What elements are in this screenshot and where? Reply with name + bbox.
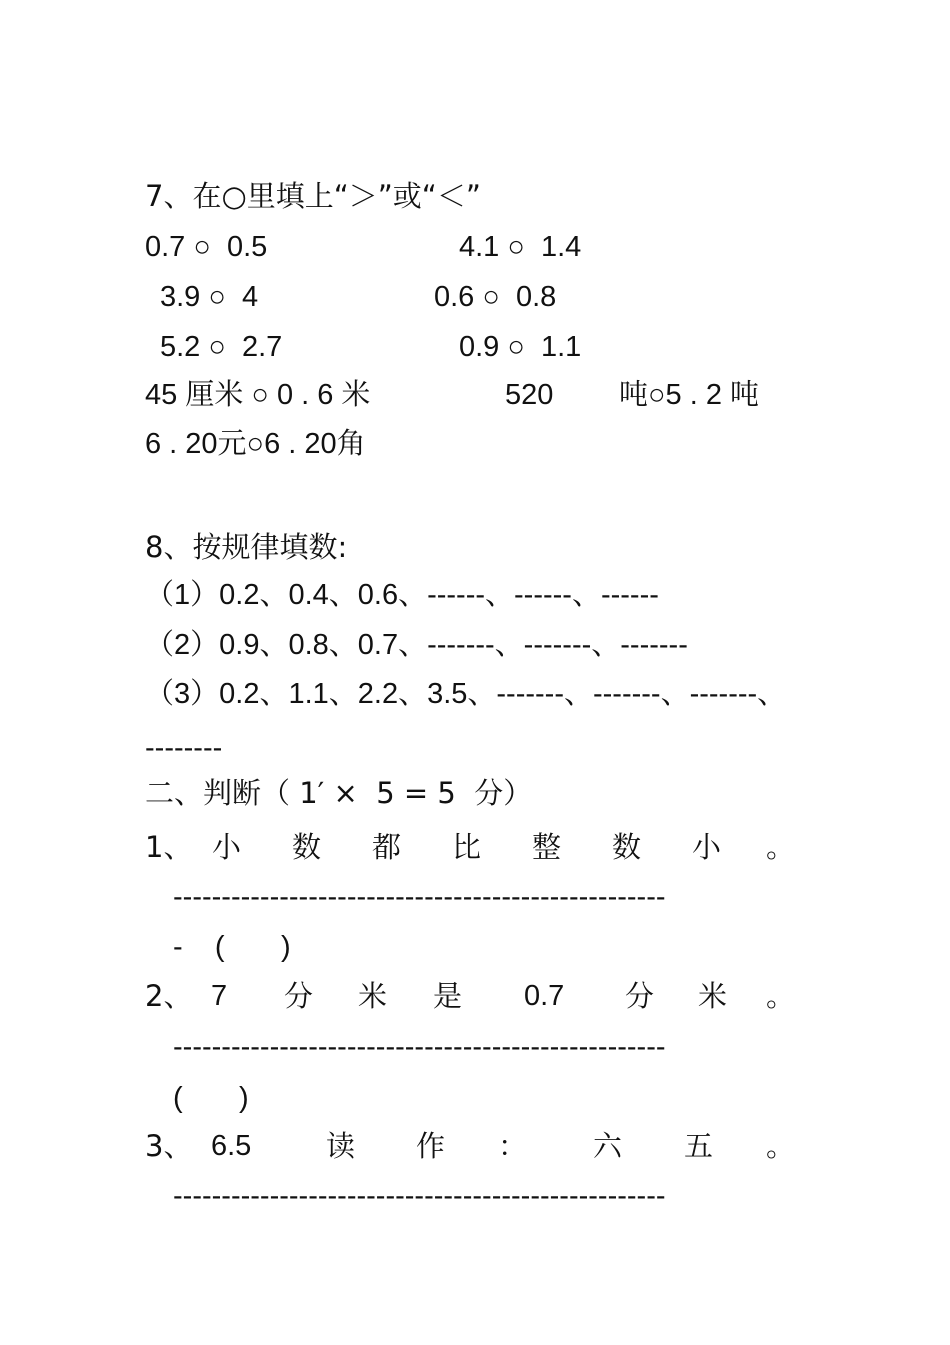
- judge-item-2-char: 7: [211, 980, 228, 1012]
- judge-item-3-dashes: ---------------------------------------------------: [173, 1180, 666, 1212]
- judge-item-1-char: 数: [612, 830, 642, 864]
- judge-item-2-char: 是: [433, 979, 463, 1013]
- judge-item-1-char: 数: [292, 830, 322, 864]
- judge-item-2-answer-paren[interactable]: ( ): [173, 1082, 249, 1114]
- compare-row-5: 6 . 20元○6 . 20角: [145, 428, 366, 460]
- judge-item-1-char: 。: [766, 830, 796, 864]
- judge-item-1-char: 比: [452, 830, 482, 864]
- compare-row-1-left: 0.7 ○ 0.5: [145, 231, 268, 263]
- judge-item-1-answer-paren[interactable]: - ( ): [173, 931, 291, 963]
- judge-item-3-char: 作: [416, 1129, 446, 1163]
- judge-item-2-char: 米: [698, 979, 728, 1013]
- sequence-line-3-continued: --------: [145, 732, 223, 764]
- question-7-title: 7、在○里填上“＞”或“＜”: [145, 179, 481, 213]
- compare-row-4-mid: 520: [505, 379, 554, 411]
- compare-row-4-left: 45 厘米 ○ 0 . 6 米: [145, 379, 371, 411]
- judge-item-2-number: 2、: [145, 979, 193, 1013]
- sequence-line-1: （1）0.2、0.4、0.6、------、------、------: [145, 579, 659, 611]
- judge-item-2-char: 0.7: [524, 980, 565, 1012]
- judge-item-2-char: 。: [766, 979, 796, 1013]
- judge-item-3-char: 6.5: [211, 1130, 252, 1162]
- judge-item-3-char: 六: [593, 1129, 623, 1163]
- compare-row-2-left: 3.9 ○ 4: [160, 281, 259, 313]
- judge-item-1-char: 整: [532, 830, 562, 864]
- judge-item-2-char: 分: [284, 979, 314, 1013]
- judge-item-2-dashes: ---------------------------------------------------: [173, 1031, 666, 1063]
- judge-item-2-char: 分: [625, 979, 655, 1013]
- question-8-title: 8、按规律填数:: [145, 530, 348, 564]
- judge-item-1-char: 小: [692, 830, 722, 864]
- judge-item-3-char: 五: [684, 1129, 714, 1163]
- judge-item-3-char: 读: [326, 1129, 356, 1163]
- judge-item-3-number: 3、: [145, 1129, 193, 1163]
- judge-item-1-number: 1、: [145, 830, 193, 864]
- judge-item-3-char: ：: [498, 1129, 528, 1163]
- compare-row-2-right: 0.6 ○ 0.8: [434, 281, 557, 313]
- sequence-line-3: （3）0.2、1.1、2.2、3.5、-------、-------、-------、: [145, 678, 787, 710]
- judge-item-1-dashes: ---------------------------------------------------: [173, 881, 666, 913]
- judge-item-3-char: 。: [766, 1129, 796, 1163]
- judge-item-1-char: 小: [212, 830, 242, 864]
- sequence-line-2: （2）0.9、0.8、0.7、-------、-------、-------: [145, 629, 688, 661]
- judge-item-1-char: 都: [372, 830, 402, 864]
- compare-row-1-right: 4.1 ○ 1.4: [459, 231, 582, 263]
- section-2-heading: 二、判断（ 1′ × 5 = 5 分）: [145, 776, 533, 810]
- compare-row-4-right: 吨○5 . 2 吨: [619, 379, 760, 411]
- compare-row-3-right: 0.9 ○ 1.1: [459, 331, 582, 363]
- compare-row-3-left: 5.2 ○ 2.7: [160, 331, 283, 363]
- judge-item-2-char: 米: [358, 979, 388, 1013]
